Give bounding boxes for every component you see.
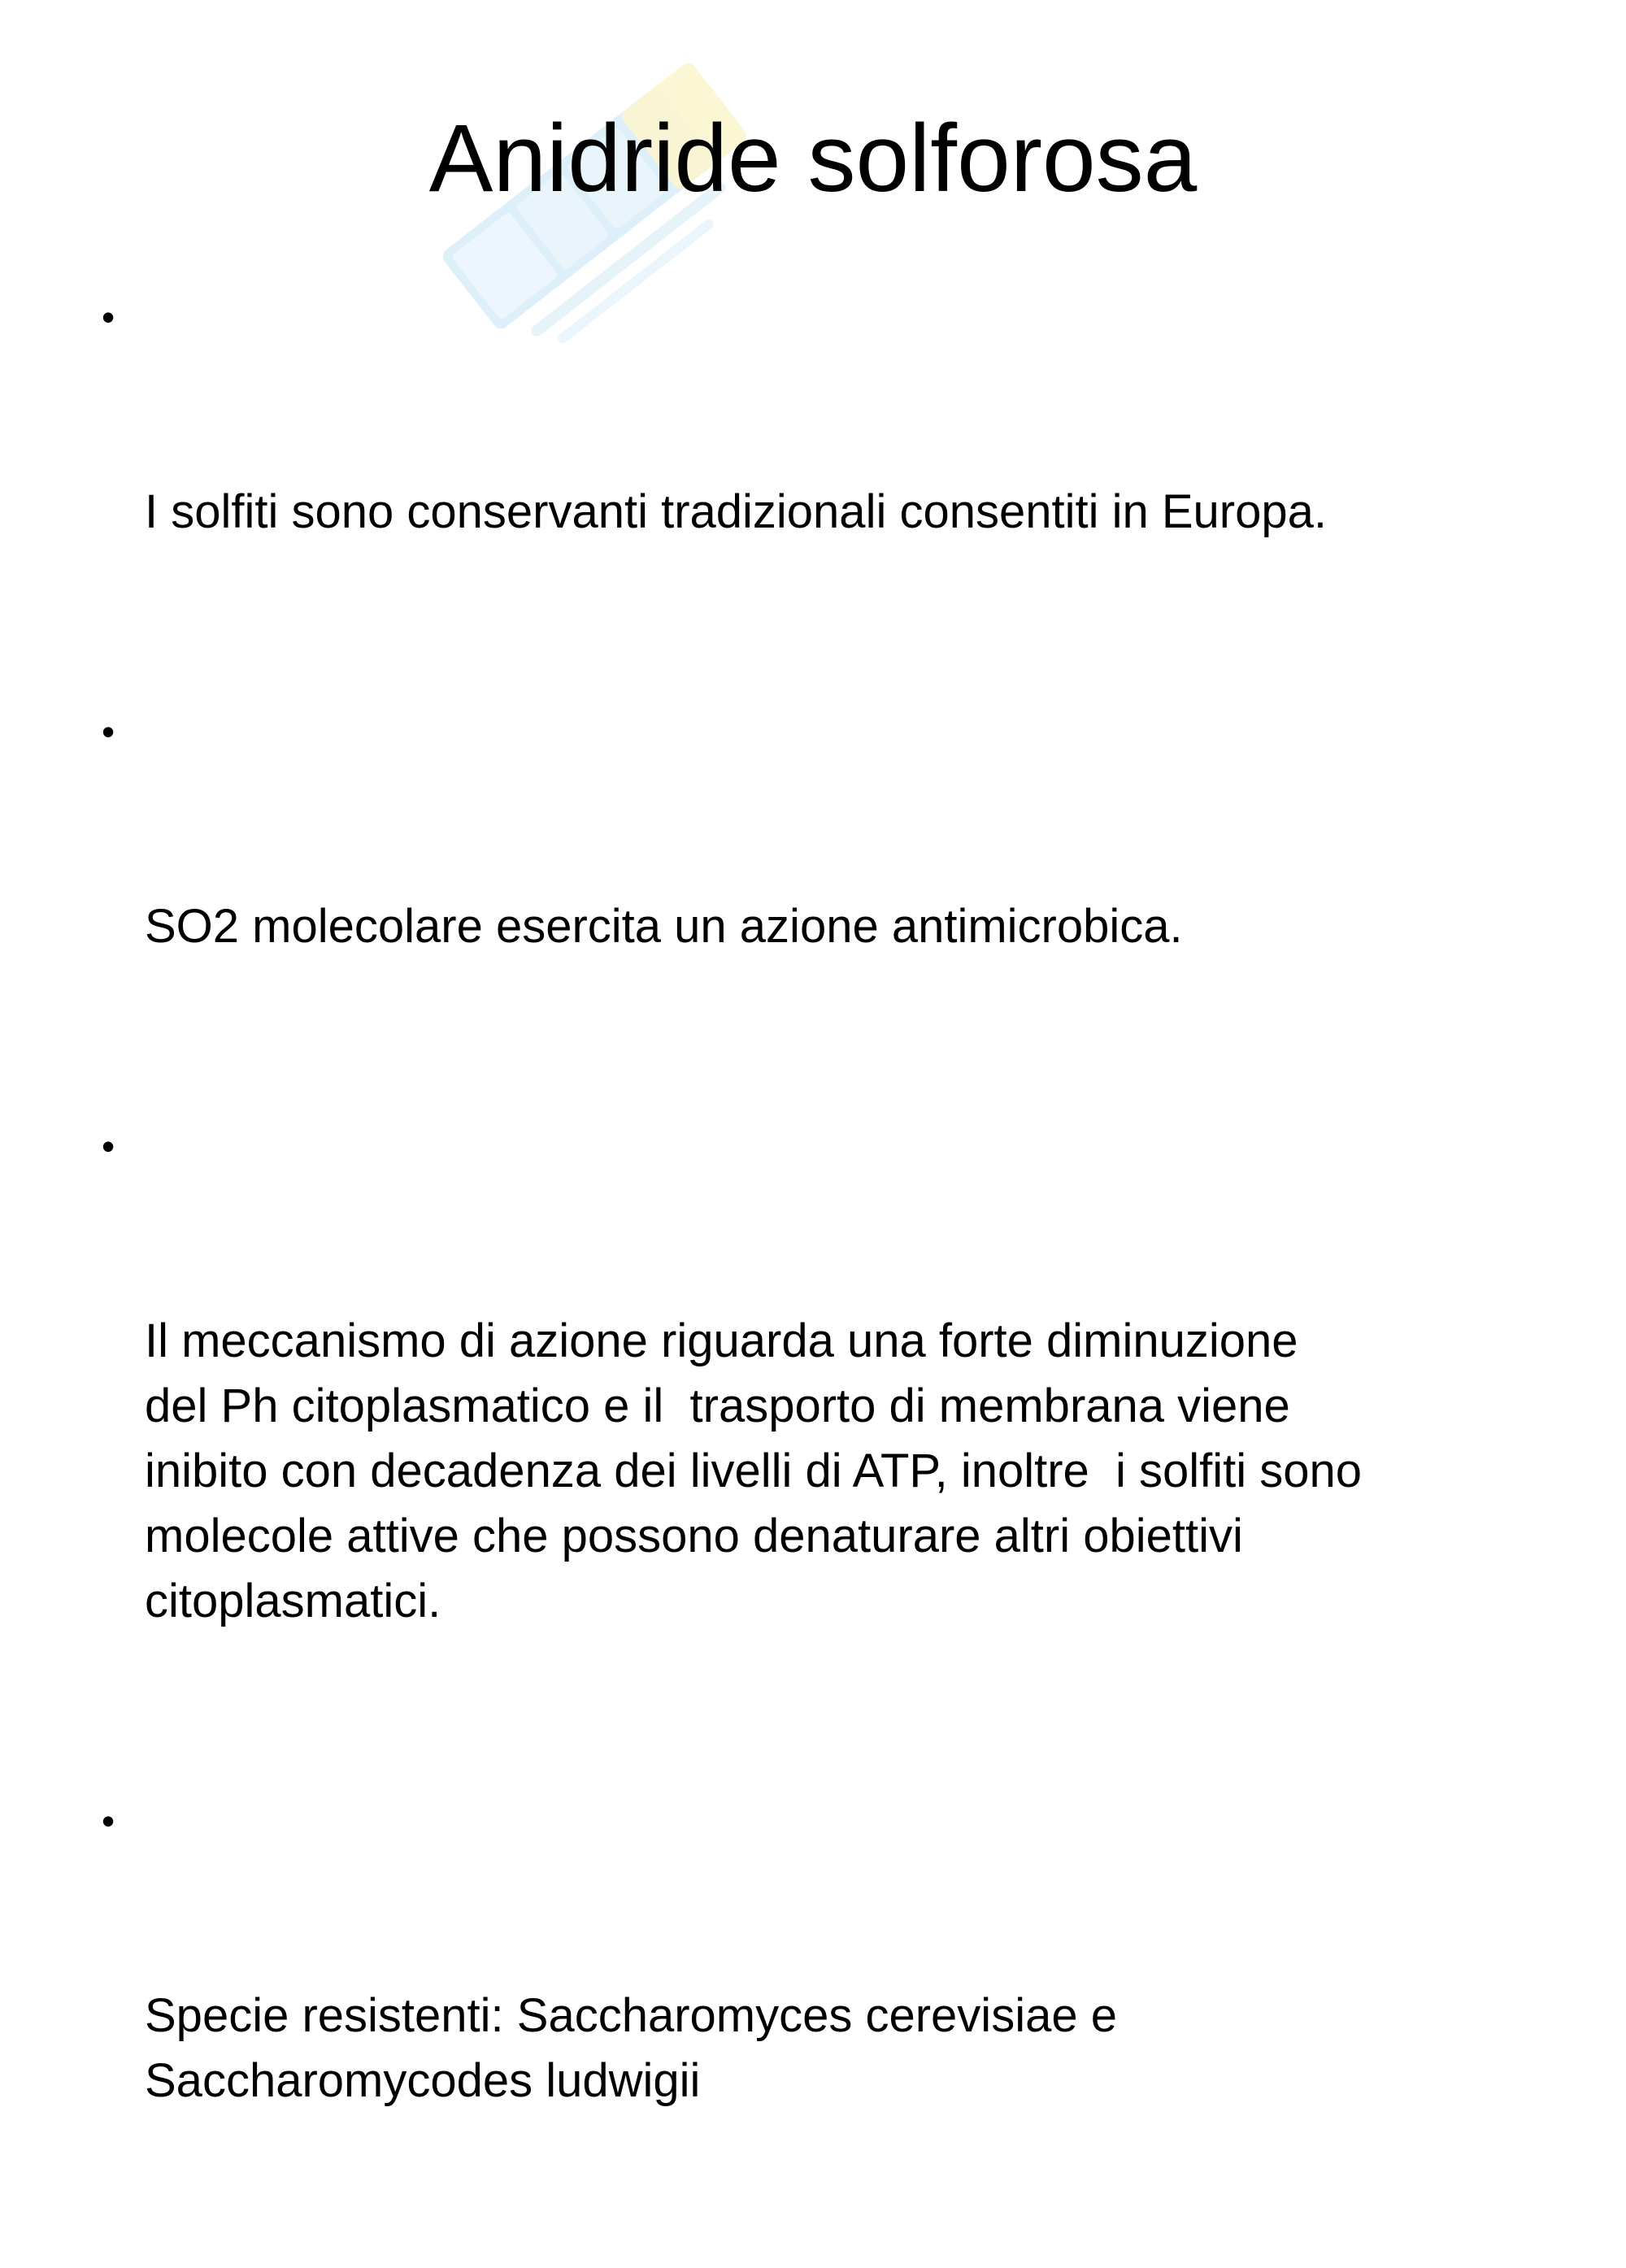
- bullet-text: Il meccanismo di azione riguarda una forte diminuzione del Ph citoplasmatico e il trasporto di membrana viene inibito con decadenza dei livelli di ATP, inoltre i solfiti sono molecole attive che possono denaturare altri obiettivi citoplasmatici.: [145, 1314, 1363, 1627]
- bullet-item: [98, 1114, 1561, 1764]
- bullet-item: [98, 699, 1561, 1089]
- bullet-icon: •: [102, 1800, 115, 1842]
- bullet-icon: •: [102, 710, 115, 753]
- bullet-text: Specie resistenti: Saccharomyces cerevisiae e Saccharomycodes ludwigii: [145, 1989, 1117, 2107]
- bullet-text: I solfiti sono conservanti tradizionali consentiti in Europa.: [145, 485, 1327, 538]
- bullet-icon: •: [102, 296, 115, 338]
- bullet-text: SO2 molecolare esercita un azione antimicrobica.: [145, 900, 1183, 953]
- bullet-item: [98, 285, 1561, 675]
- bullet-list: [98, 285, 1561, 2268]
- bullet-item: [98, 1788, 1561, 2244]
- slide-title: Anidride solforosa: [428, 105, 1198, 212]
- bullet-icon: •: [102, 1125, 115, 1167]
